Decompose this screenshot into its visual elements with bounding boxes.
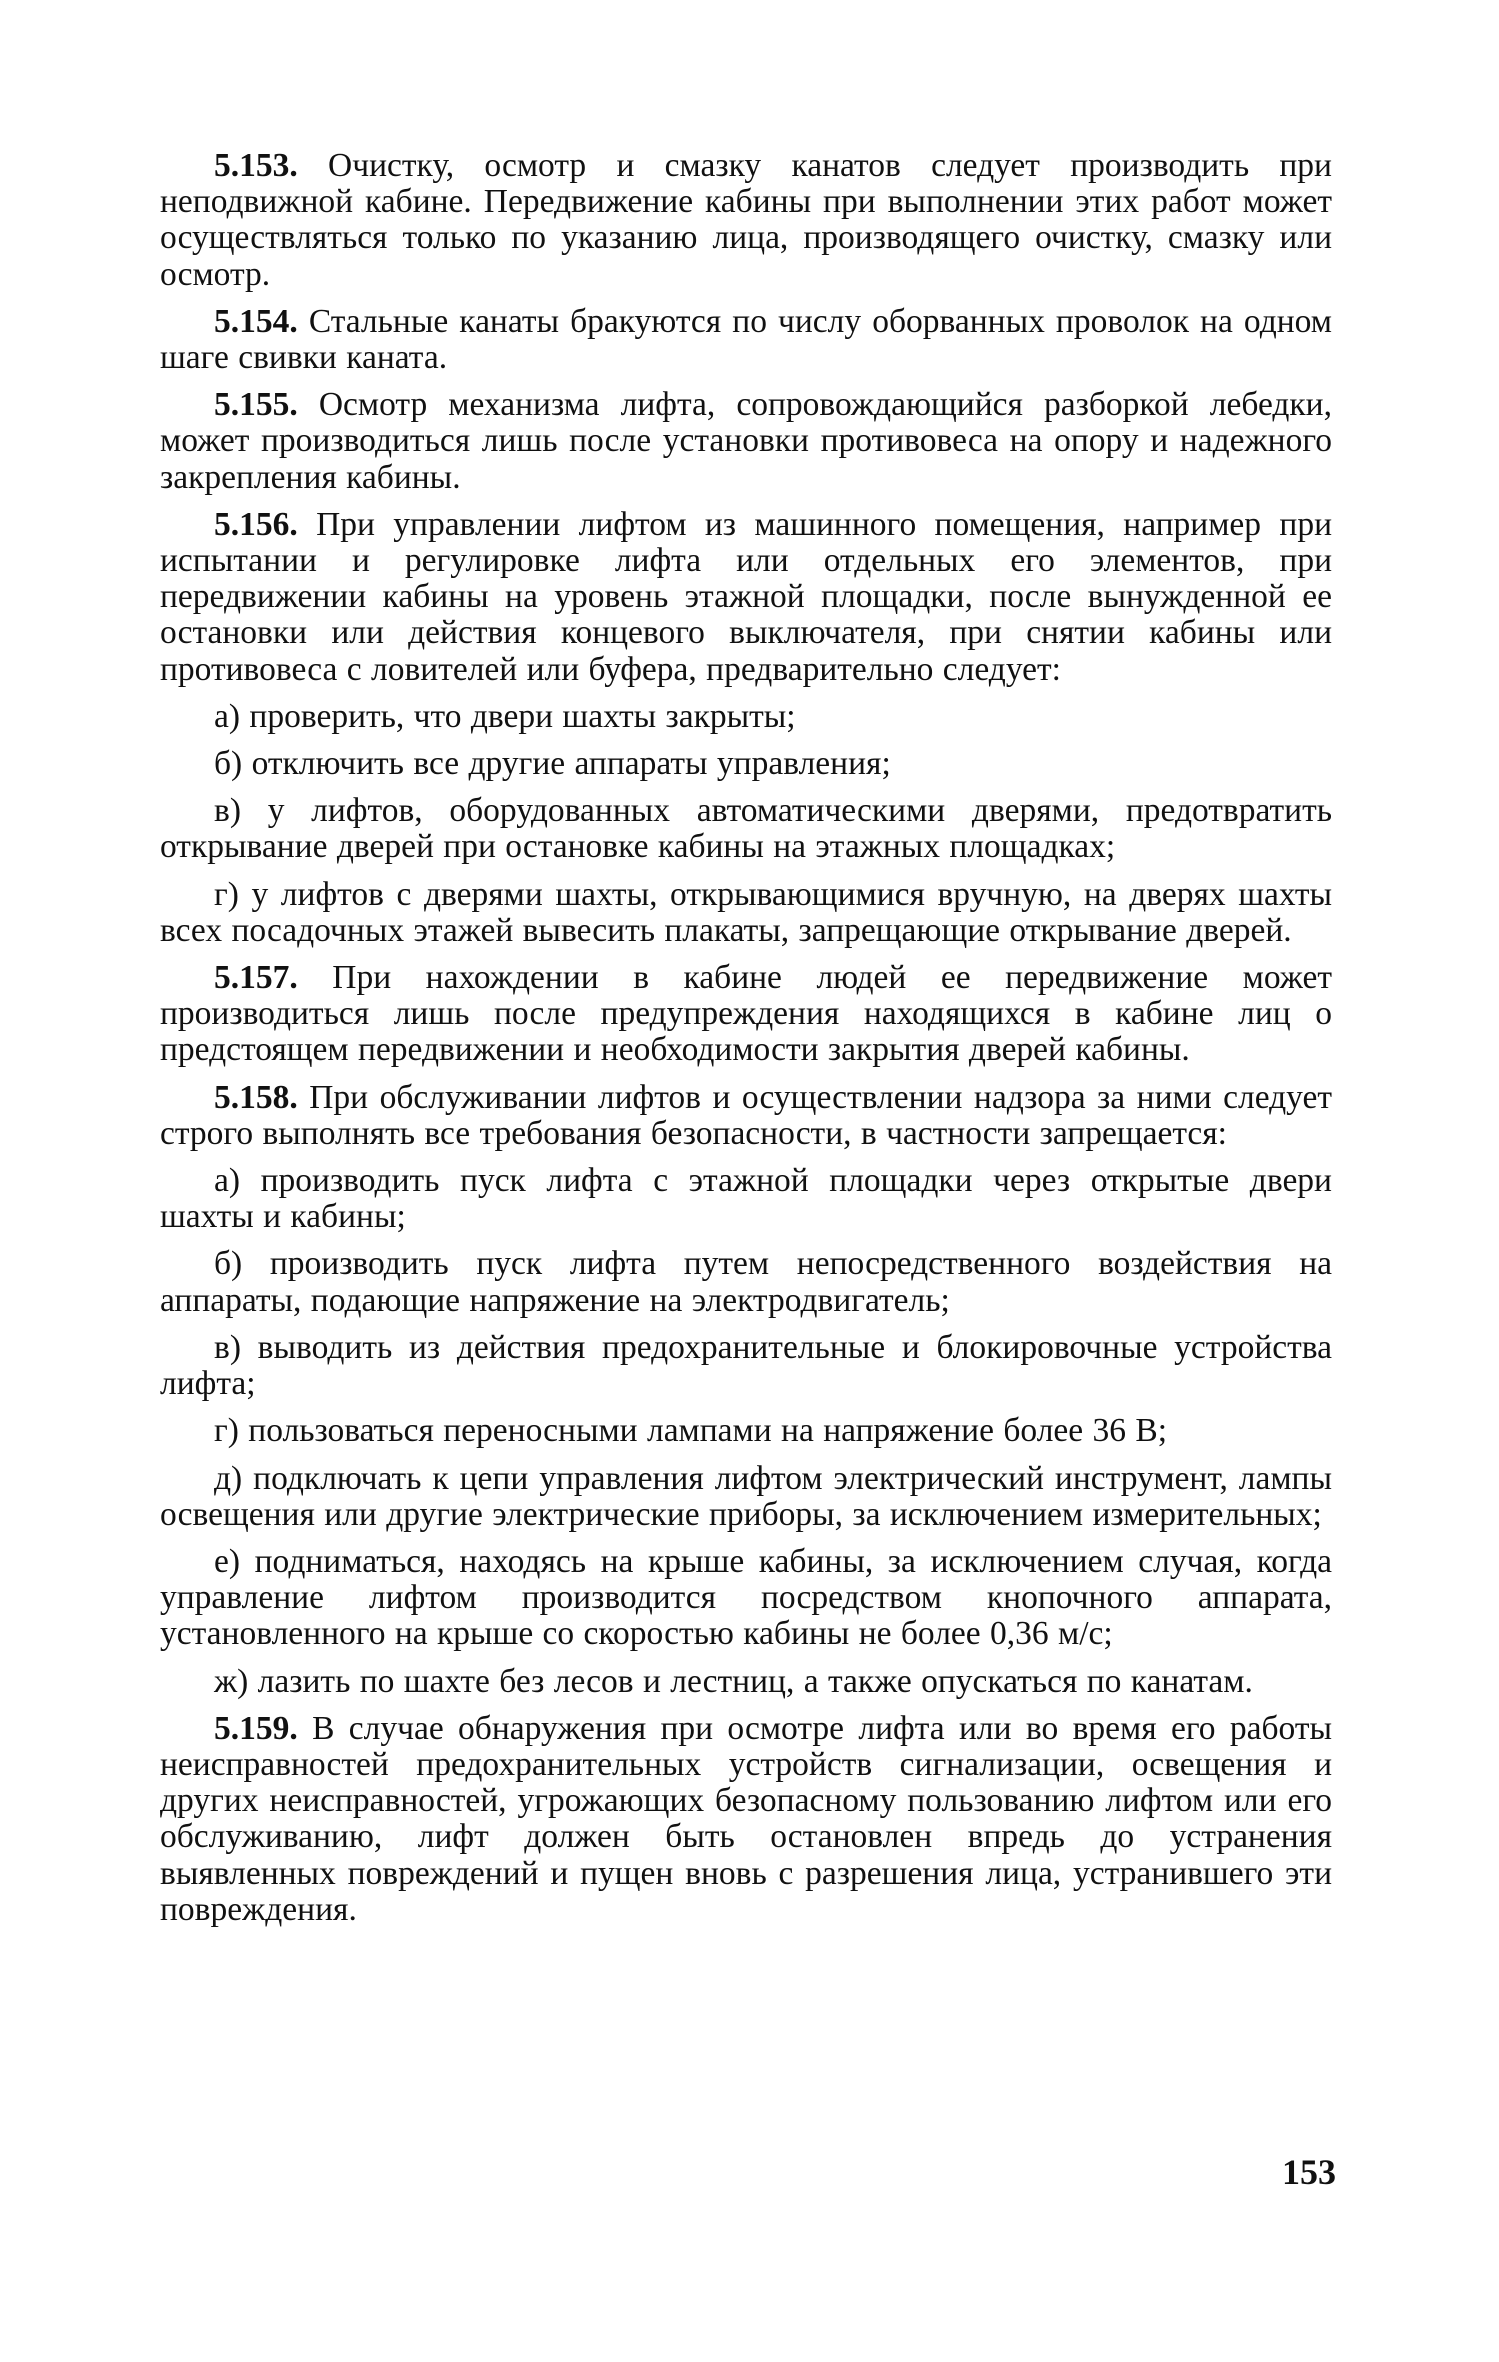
list-item-5-158-b	[160, 1246, 1332, 1318]
list-item-5-158-e	[160, 1544, 1332, 1653]
paragraph-5-153	[160, 148, 1332, 293]
page-number: 153	[1282, 2152, 1336, 2192]
list-item-text: г) у лифтов с дверями шахты, открывающимися вручную, на дверях шахты всех посадочных этажей вывесить плакаты, запрещающие открывание дверей.	[160, 875, 1332, 949]
paragraph-text: При управлении лифтом из машинного помещения, например при испытании и регулировке лифта или отдельных его элементов, при передвижении кабины на уровень этажной площадки, после вынужденной ее остановки или действия концевого выключателя, при снятии кабины или противовеса с ловителей или буфера, предварительно следует:	[160, 505, 1332, 688]
list-item-text: б) производить пуск лифта путем непосредственного воздействия на аппараты, подающие напряжение на электродвигатель;	[160, 1245, 1332, 1319]
section-number: 5.154.	[214, 302, 298, 340]
list-item-text: г) пользоваться переносными лампами на напряжение более 36 В;	[214, 1412, 1168, 1450]
list-item-5-156-b	[160, 746, 1332, 782]
paragraph-5-156	[160, 507, 1332, 688]
section-number: 5.156.	[214, 505, 298, 543]
list-item-text: д) подключать к цепи управления лифтом электрический инструмент, лампы освещения или другие электрические приборы, за исключением измерительных;	[160, 1459, 1332, 1533]
paragraph-text: Осмотр механизма лифта, сопровождающийся разборкой лебедки, может производиться лишь после установки противовеса на опору и надежного закрепления кабины.	[160, 386, 1332, 496]
list-item-text: в) у лифтов, оборудованных автоматическими дверями, предотвратить открывание дверей при остановке кабины на этажных площадках;	[160, 792, 1332, 866]
list-item-text: а) проверить, что двери шахты закрыты;	[214, 697, 796, 735]
paragraph-text: Стальные канаты бракуются по числу оборванных проволок на одном шаге свивки каната.	[160, 302, 1332, 377]
paragraph-5-159	[160, 1711, 1332, 1928]
list-item-text: в) выводить из действия предохранительные и блокировочные устройства лифта;	[160, 1328, 1332, 1403]
list-item-5-158-zh	[160, 1664, 1332, 1700]
section-number: 5.159.	[214, 1709, 298, 1747]
list-item-text: ж) лазить по шахте без лесов и лестниц, а также опускаться по канатам.	[214, 1662, 1253, 1700]
list-item-5-156-g	[160, 877, 1332, 949]
section-number: 5.155.	[214, 386, 298, 424]
paragraph-text: Очистку, осмотр и смазку канатов следует производить при неподвижной кабине. Передвижение кабины при выполнении этих работ может осуществляться только по указанию лица, производящего очистку, смазку или осмотр.	[160, 147, 1332, 293]
paragraph-text: В случае обнаружения при осмотре лифта или во время его работы неисправностей предохранительных устройств сигнализации, освещения и других неисправностей, угрожающих безопасному пользованию лифтом или его обслуживанию, лифт должен быть остановлен впредь до устранения выявленных повреждений и пущен вновь с разрешения лица, устранившего эти повреждения.	[160, 1709, 1332, 1928]
list-item-5-156-a	[160, 699, 1332, 735]
section-number: 5.153.	[214, 147, 298, 184]
list-item-text: б) отключить все другие аппараты управления;	[214, 745, 891, 783]
list-item-5-158-v	[160, 1330, 1332, 1402]
paragraph-text: При обслуживании лифтов и осуществлении надзора за ними следует строго выполнять все требования безопасности, в частности запрещается:	[160, 1078, 1332, 1152]
list-item-text: е) подниматься, находясь на крыше кабины, за исключением случая, когда управление лифтом производится посредством кнопочного аппарата, установленного на крыше со скоростью кабины не более 0,36 м/с;	[160, 1542, 1332, 1653]
list-item-5-158-g	[160, 1413, 1332, 1449]
paragraph-5-154	[160, 304, 1332, 376]
paragraph-5-155	[160, 387, 1332, 496]
list-item-5-158-a	[160, 1163, 1332, 1235]
list-item-5-156-v	[160, 793, 1332, 865]
list-item-text: а) производить пуск лифта с этажной площадки через открытые двери шахты и кабины;	[160, 1162, 1332, 1236]
paragraph-5-157	[160, 960, 1332, 1069]
paragraph-5-158	[160, 1080, 1332, 1152]
section-number: 5.157.	[214, 959, 298, 997]
list-item-5-158-d	[160, 1461, 1332, 1533]
page-body	[160, 148, 1332, 1939]
section-number: 5.158.	[214, 1078, 298, 1116]
paragraph-text: При нахождении в кабине людей ее передвижение может производиться лишь после предупреждения находящихся в кабине лиц о предстоящем передвижении и необходимости закрытия дверей кабины.	[160, 959, 1332, 1069]
